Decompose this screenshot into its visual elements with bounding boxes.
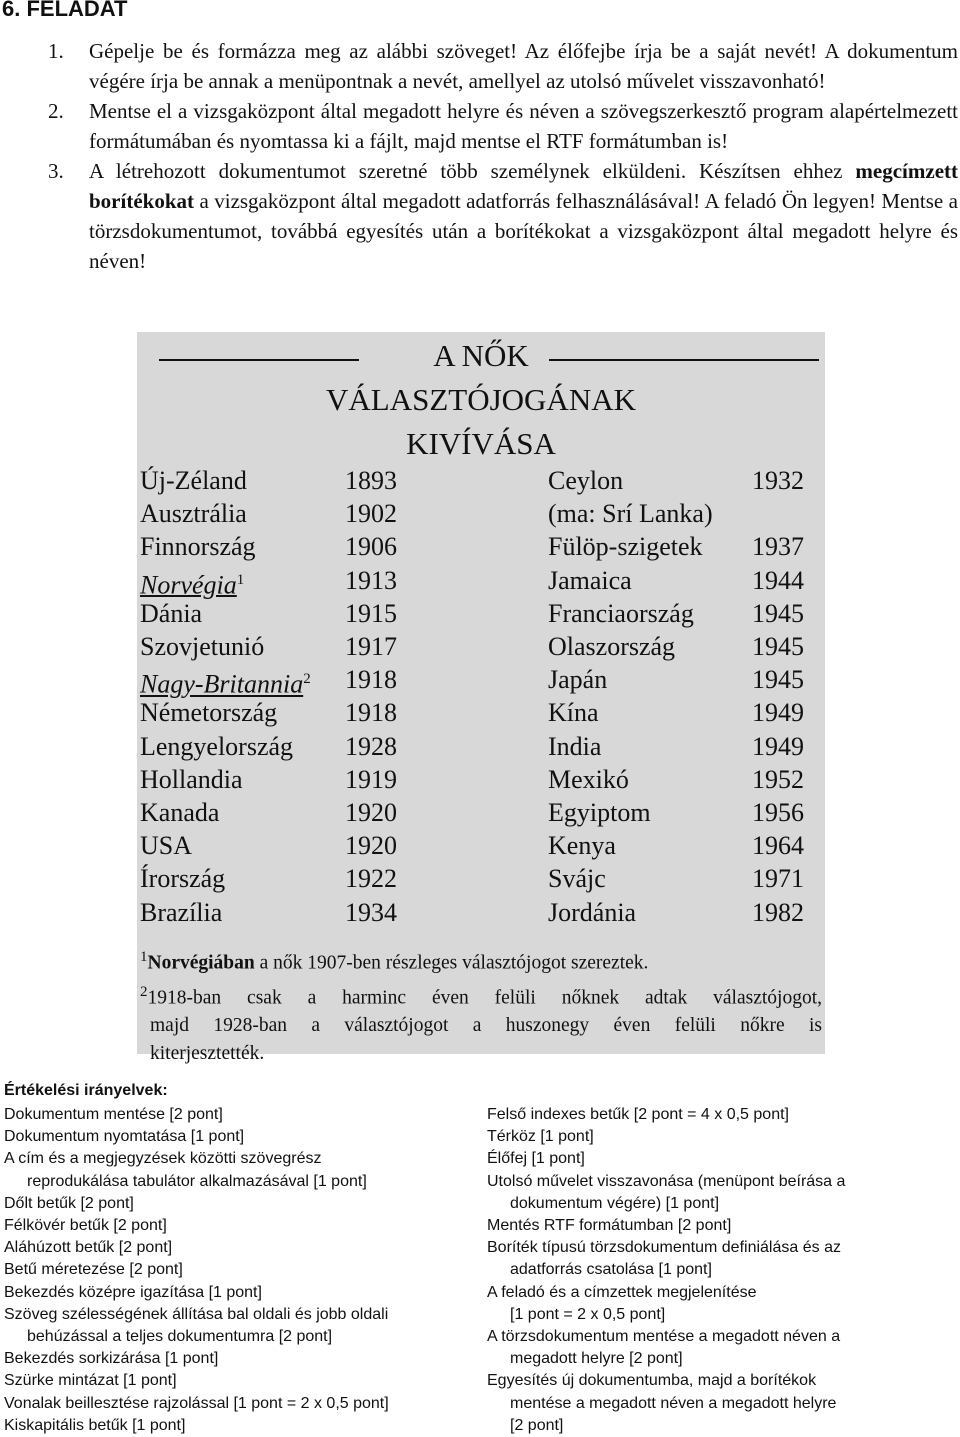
country-year: 1918: [345, 665, 397, 695]
country-name: Olaszország: [548, 632, 676, 661]
criteria-left-column: [4, 1104, 389, 1437]
criteria-item: Aláhúzott betűk [2 pont]: [4, 1239, 173, 1257]
criteria-item: A törzsdokumentum mentése a megadott néven a: [487, 1328, 841, 1346]
task-text: Mentse el a vizsgaközpont által megadott helyre és néven a szövegszerkesztő program alapértelmezett formátumában és nyomtassa ki a fájlt, majd mentse el RTF formátumban is!: [89, 99, 958, 153]
country-name: Dánia: [140, 598, 203, 628]
footnote-text: a nők 1907-ben részleges választójogot szereztek.: [254, 952, 649, 974]
country-year: 1928: [345, 731, 397, 761]
footnote-2: [140, 978, 822, 1069]
country-name: Kína: [548, 698, 599, 728]
country-year: 1952: [752, 764, 804, 794]
task-text: Gépelje be és formázza meg az alábbi szöveget! Az élőfejbe írja be a saját nevét! A dokumentum végére írja be annak a menüpontnak a nevét, amellyel az utolsó művelet visszavonható!: [89, 39, 958, 93]
country-name: USA: [140, 831, 193, 861]
country-name: Jamaica: [548, 565, 632, 595]
task-text: a vizsgaközpont által megadott adatforrás felhasználásával! A feladó Ön legyen! Mentse a törzsdokumentumot, továbbá egyesítés után a borítékokat a vizsgaközpont által megadott helyre és néven!: [89, 189, 958, 273]
country-year: 1934: [345, 897, 397, 927]
country-name: Finnország: [140, 532, 256, 562]
country-year: 1906: [345, 532, 397, 562]
criteria-title: Értékelési irányelvek:: [4, 1082, 168, 1099]
box-title-line-1: A NŐK: [433, 338, 529, 373]
country-year: 1932: [752, 466, 804, 495]
country-year: 1945: [752, 665, 804, 695]
shaded-box: [137, 332, 825, 1064]
country-name: Norvégia: [140, 570, 237, 600]
footnote-bold-text: Norvégiában: [147, 952, 255, 974]
country-name: Új-Zéland: [140, 466, 247, 495]
criteria-item: Vonalak beillesztése rajzolással [1 pont = 2 x 0,5 pont]: [4, 1394, 389, 1412]
country-year: 1920: [345, 798, 397, 827]
criteria-item: [2 pont]: [510, 1416, 564, 1434]
criteria-item: adatforrás csatolása [1 pont]: [510, 1261, 712, 1279]
country-name: Nagy-Britannia: [140, 669, 304, 699]
criteria-item: A feladó és a címzettek megjelenítése: [487, 1283, 757, 1301]
criteria-item: Szöveg szélességének állítása bal oldali és jobb oldali: [4, 1305, 389, 1323]
country-year: 1920: [345, 831, 397, 861]
country-year: 1956: [752, 798, 804, 827]
criteria-item: Kiskapitális betűk [1 pont]: [4, 1416, 186, 1434]
country-name: Mexikó: [548, 764, 629, 794]
country-name: Franciaország: [548, 598, 694, 628]
task-number: 2.: [48, 99, 64, 123]
country-name: Egyiptom: [548, 798, 651, 827]
country-name: Ausztrália: [140, 499, 247, 529]
task-text-bold: megcímzett borítékokat: [89, 159, 958, 213]
country-year: 1893: [345, 466, 397, 495]
country-name: Kanada: [140, 798, 220, 827]
box-title-line-3: KIVÍVÁSA: [406, 426, 556, 461]
criteria-item: reprodukálása tabulátor alkalmazásával [1 pont]: [27, 1172, 367, 1190]
criteria-item: A cím és a megjegyzések közötti szövegrész: [4, 1150, 322, 1168]
task-list: [48, 36, 958, 276]
task-number: 1.: [48, 39, 64, 63]
country-name: Kenya: [548, 831, 616, 861]
footnote-2-line-1: $^2$1918-ban csak a harminc éven felüli nőknek adtak választójogot,: [140, 983, 822, 1008]
country-year: 1949: [752, 731, 804, 761]
country-year: 1944: [752, 565, 804, 595]
country-name: India: [548, 731, 602, 761]
box-title-line-2: VÁLASZTÓJOGÁNAK: [326, 382, 636, 417]
footnote-2-line-2: majd 1928-ban a választójogot a huszonegy éven felüli nőkre is: [150, 1015, 822, 1036]
task-item-2: [48, 96, 958, 156]
country-year: 1982: [752, 897, 804, 927]
page-heading: 6. FELADAT: [2, 0, 128, 21]
criteria-item: Bekezdés sorkizárása [1 pont]: [4, 1350, 219, 1368]
task-text: A létrehozott dokumentumot szeretné több személynek elküldeni. Készítsen ehhez: [89, 159, 856, 183]
country-year: 1945: [752, 632, 804, 661]
country-year: 1902: [345, 499, 397, 529]
country-name: Lengyelország: [140, 731, 294, 761]
footnote-1: [140, 943, 822, 978]
footnote-marker: 1: [236, 571, 245, 588]
task-item-1: [48, 36, 958, 96]
country-name-with-note: [140, 663, 311, 701]
country-name: (ma: Srí Lanka): [548, 499, 713, 529]
criteria-item: [1 pont = 2 x 0,5 pont]: [510, 1305, 666, 1323]
criteria-item: Utolsó művelet visszavonása (menüpont beírása a: [487, 1172, 846, 1190]
criteria-item: Betű méretezése [2 pont]: [4, 1261, 183, 1279]
criteria-item: behúzással a teljes dokumentumra [2 pont]: [27, 1328, 333, 1346]
country-year: 1917: [345, 632, 397, 661]
criteria-item: Dőlt betűk [2 pont]: [4, 1194, 134, 1212]
country-name-with-note: [140, 564, 244, 602]
criteria-item: Felső indexes betűk [2 pont = 4 x 0,5 pont]: [487, 1106, 789, 1123]
country-name: Ceylon: [548, 466, 624, 495]
country-name: Szovjetunió: [140, 632, 265, 661]
criteria-item: Élőfej [1 pont]: [487, 1150, 585, 1168]
country-year: 1915: [345, 598, 397, 628]
footnote-marker: 2: [140, 983, 148, 1000]
criteria-item: Egyesítés új dokumentumba, majd a borítékok: [487, 1372, 817, 1390]
country-name: Írország: [140, 864, 226, 894]
criteria-right-column: [487, 1104, 845, 1437]
footnotes: [140, 943, 822, 1068]
country-name: Fülöp-szigetek: [548, 532, 703, 562]
criteria-item: Mentés RTF formátumban [2 pont]: [487, 1217, 732, 1235]
criteria-item: Boríték típusú törzsdokumentum definiálása és az: [487, 1239, 841, 1257]
criteria-item: Dokumentum nyomtatása [1 pont]: [4, 1128, 245, 1146]
criteria-item: Térköz [1 pont]: [487, 1128, 594, 1146]
task-number: 3.: [48, 159, 64, 183]
country-year: 1918: [345, 698, 397, 728]
country-year: 1937: [752, 532, 804, 562]
criteria-item: mentése a megadott néven a megadott helyre: [510, 1394, 837, 1412]
country-year: 1922: [345, 864, 397, 894]
country-year: 1919: [345, 764, 397, 794]
criteria-item: dokumentum végére) [1 pont]: [510, 1194, 720, 1212]
country-name: Japán: [548, 665, 608, 695]
country-year: 1964: [752, 831, 804, 861]
footnote-2-line-3: kiterjesztették.: [150, 1043, 265, 1064]
country-year: 1971: [752, 864, 804, 894]
country-year: 1949: [752, 698, 804, 728]
criteria-item: Szürke mintázat [1 pont]: [4, 1372, 177, 1390]
footnote-marker: 1: [140, 949, 148, 965]
country-year: 1913: [345, 565, 397, 595]
country-name: Németország: [140, 698, 278, 728]
country-name: Svájc: [548, 864, 606, 894]
criteria-item: Dokumentum mentése [2 pont]: [4, 1106, 223, 1123]
country-name: Hollandia: [140, 764, 243, 794]
footnote-marker: 2: [303, 671, 311, 688]
country-name: Brazília: [140, 897, 223, 927]
country-year: 1945: [752, 598, 804, 628]
criteria-item: Bekezdés középre igazítása [1 pont]: [4, 1283, 262, 1301]
task-item-3: [48, 156, 958, 276]
criteria-item: megadott helyre [2 pont]: [510, 1350, 683, 1368]
country-name: Jordánia: [548, 897, 637, 927]
criteria-item: Félkövér betűk [2 pont]: [4, 1217, 167, 1235]
